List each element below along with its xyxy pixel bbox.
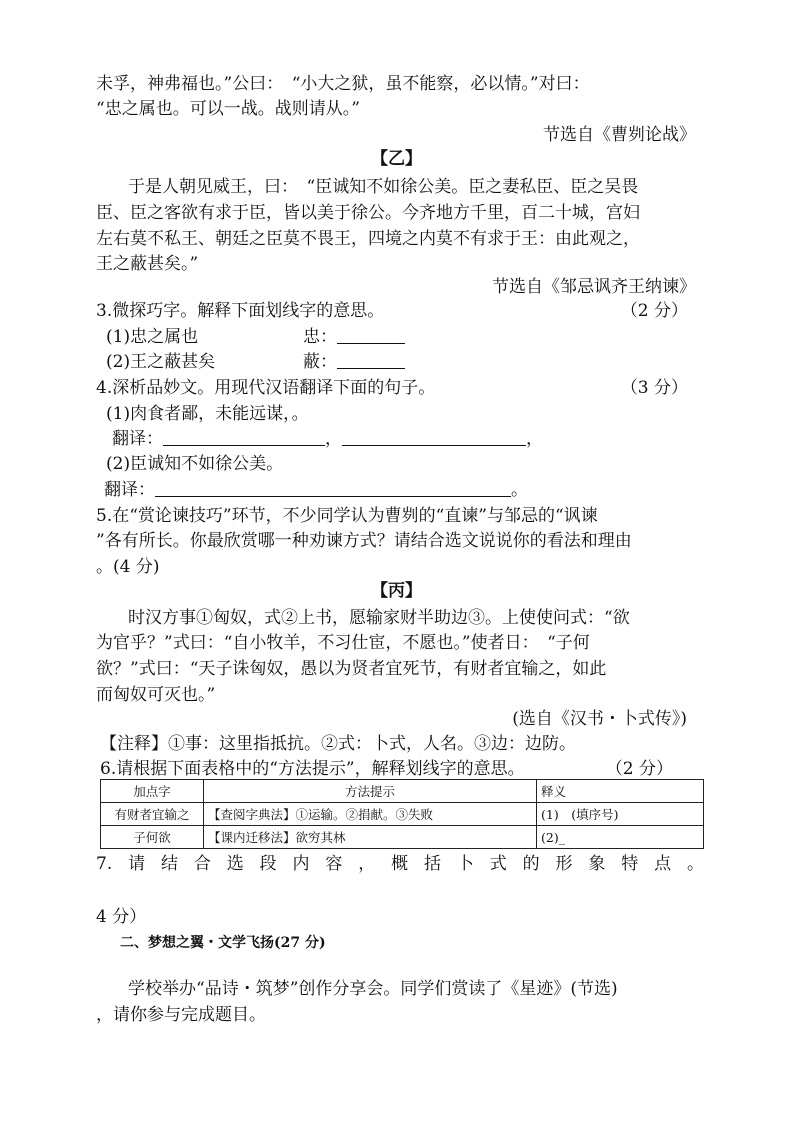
section-2-intro-2: ，请你参与完成题目。 [96,1005,266,1025]
bing-line-4: 而匈奴可灭也。” [96,685,216,705]
table-row [101,803,704,826]
q3-answer-blank-2[interactable] [337,352,405,369]
row-1-answer[interactable]: (1) (填序号) [537,803,704,826]
q7-char: 象 [588,854,606,874]
q5-line-1: 5.在“赏论谏技巧”环节，不少同学认为曹刿的“直谏”与邹忌的“讽谏 [96,506,598,526]
q7-char: 7. [96,854,113,874]
q7-char: 括 [423,854,441,874]
q7-char: 概 [391,854,409,874]
q4-item-1: (1)肉食者鄙，未能远谋，。 [106,404,309,424]
q7-char: 形 [555,854,573,874]
q7-char: 特 [621,854,639,874]
bing-heading: 【丙】 [371,581,422,601]
q4-translate-1: 翻译： ， ， [112,429,543,449]
yi-line-2: 臣、臣之客欲有求于臣，皆以美于徐公。今齐地方千里，百二十城，宫妇 [96,203,640,223]
q3-item-1: (1)忠之属也 [106,327,199,347]
yi-line-1: 于是人朝见威王，曰： “臣诚知不如徐公美。臣之妻私臣、臣之吴畏 [128,177,639,197]
q6-stem: 6.请根据下面表格中的“方法提示”，解释划线字的意思。 [100,759,525,779]
q7-char: 。 [686,854,704,874]
q7-char: 卜 [456,854,474,874]
q6-score: （2 分） [605,759,673,779]
q3-score: （2 分） [620,301,688,321]
row-2-method: 【课内迁移法】欲穷其林 [204,826,537,849]
yi-source: 节选自《邹忌讽齐王纳谏》 [492,277,696,297]
q3-stem: 3.微探巧字。解释下面划线字的意思。 [96,301,385,321]
q7-score: 4 分） [96,907,147,927]
bing-notes: 【注释】①事：这里指抵抗。②式：卜式，人名。③边：边防。 [100,734,576,754]
q3-item-2: (2)王之蔽甚矣 [106,352,216,372]
q4-score: （3 分） [620,378,688,398]
q7-char: 选 [226,854,244,874]
q5-line-3: 。(4 分) [96,557,160,577]
section-2-title: 二、梦想之翼・文学飞扬(27 分) [120,935,326,951]
method-table-header [101,780,704,803]
yi-line-4: 王之蔽甚矣。” [96,254,199,274]
q7-char: 请 [128,854,146,874]
q3-item-2-label: 蔽： [303,351,405,373]
bing-source: (选自《汉书・卜式传》) [512,709,687,729]
bing-line-3: 欲？”式曰：“天子诛匈奴，愚以为贤者宜死节，有财者宜输之，如此 [96,659,607,679]
bing-line-2: 为官乎？”式曰：“自小牧羊，不习仕宦，不愿也。”使者日： “子何 [96,633,590,653]
jia-line-1: 未孚，神弗福也。”公曰： “小大之狱，虽不能察，必以情。”对曰： [96,74,590,94]
section-2-intro-1: 学校举办“品诗・筑梦”创作分享会。同学们赏读了《星迹》(节选) [128,979,618,999]
bing-line-1: 时汉方事①匈奴，式②上书，愿输家财半助边③。上使使问式：“欲 [128,608,630,628]
jia-source: 节选自《曹刿论战》 [543,125,696,145]
q3-answer-blank-1[interactable] [337,327,405,344]
q4-translate-2: 翻译： 。 [104,480,528,500]
q5-line-2: ”各有所长。你最欣赏哪一种劝谏方式？请结合选文说说你的看法和理由 [96,531,632,551]
q4-answer-blank-2[interactable] [155,480,511,497]
yi-line-3: 左右莫不私王、朝廷之臣莫不畏王，四境之内莫不有求于王：由此观之， [96,229,640,249]
q7-char: ， [358,854,376,874]
row-1-word: 有财者宜输之 [101,803,204,826]
header-meaning: 释义 [537,780,704,803]
q7-stem [96,853,704,875]
q7-char: 点 [654,854,672,874]
row-2-word: 子何欲 [101,826,204,849]
q7-char: 段 [259,854,277,874]
q3-item-1-label: 忠： [303,326,405,348]
row-1-method: 【查阅字典法】①运输。②捐献。③失败 [204,803,537,826]
method-table [100,779,704,849]
q7-char: 内 [292,854,310,874]
header-dotted-char: 加点字 [101,780,204,803]
q7-char: 容 [325,854,343,874]
row-2-answer[interactable]: (2)_ [537,826,704,849]
q7-char: 的 [522,854,540,874]
yi-heading: 【乙】 [371,149,422,169]
q4-answer-blank-1a[interactable] [163,429,325,446]
jia-line-2: “忠之属也。可以一战。战则请从。” [96,99,360,119]
q4-item-2: (2)臣诚知不如徐公美。 [106,454,284,474]
q4-stem: 4.深析品妙文。用现代汉语翻译下面的句子。 [96,378,436,398]
q7-char: 式 [489,854,507,874]
q4-answer-blank-1b[interactable] [342,429,526,446]
table-row [101,826,704,849]
q7-char: 合 [193,854,211,874]
q7-char: 结 [160,854,178,874]
header-method-hint: 方法提示 [204,780,537,803]
